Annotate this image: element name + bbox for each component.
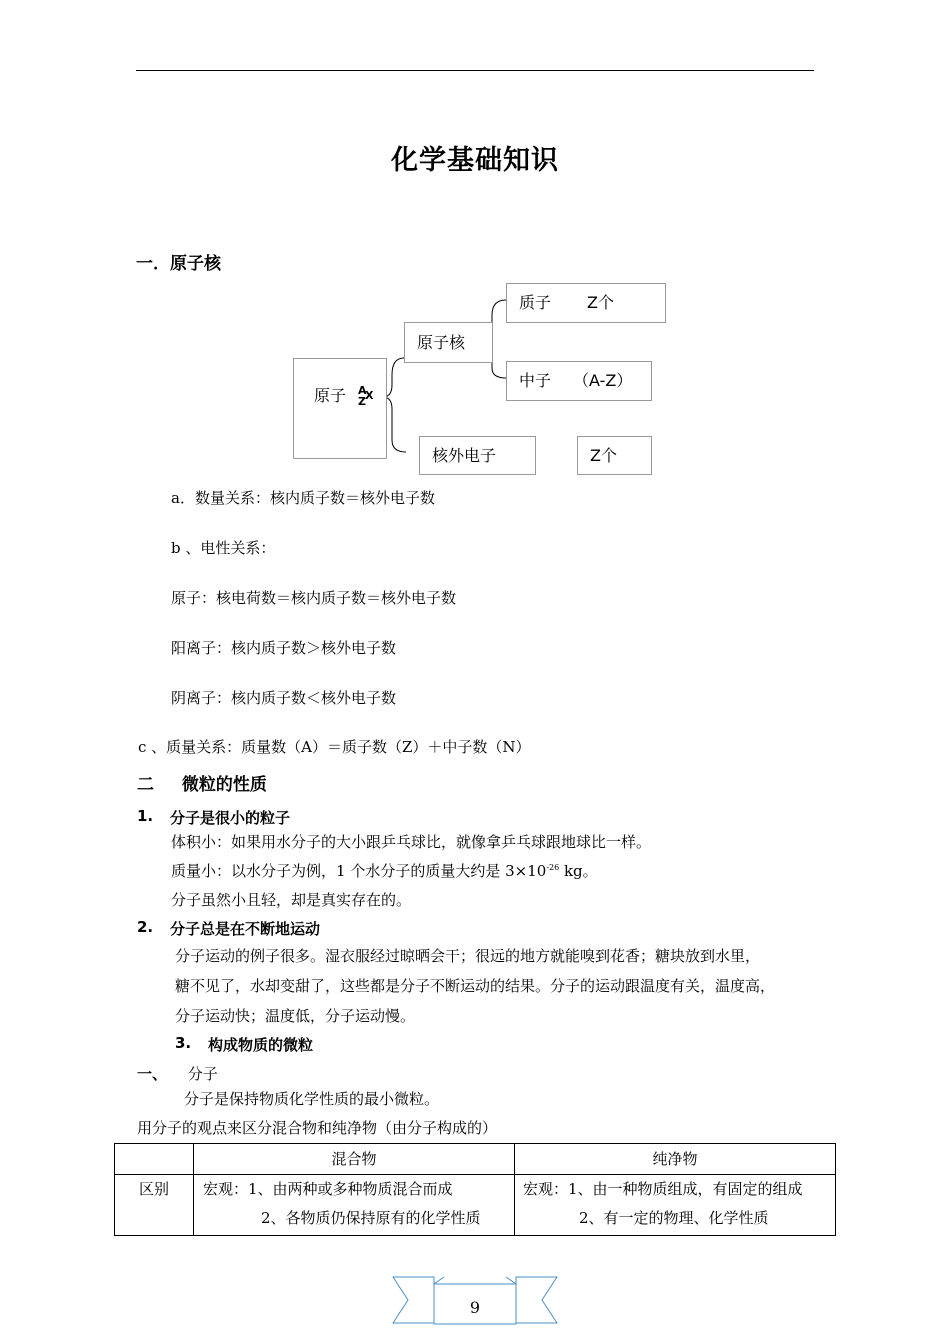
motion-text-3: 分子运动快；温度低，分子运动慢。 <box>175 1007 416 1025</box>
electron-count-box: Z个 <box>577 436 652 475</box>
atom-charge-relation: 原子：核电荷数＝核内质子数＝核外电子数 <box>171 589 457 607</box>
section-heading-particles <box>137 770 267 795</box>
proton-label: 质子 <box>519 293 552 312</box>
motion-text-2: 糖不见了，水却变甜了，这些都是分子不断运动的结果。分子的运动跟温度有关，温度高， <box>175 977 776 995</box>
proton-count: Z个 <box>587 293 614 312</box>
neutron-count: （A-Z） <box>573 371 633 390</box>
table-header-row <box>115 1144 836 1175</box>
exponent: -26 <box>546 863 560 872</box>
point-title: 分子是很小的粒子 <box>170 809 291 827</box>
nucleus-box: 原子核 <box>404 322 493 363</box>
subheading-number: 一、 <box>137 1065 168 1083</box>
quantity-relation: a．数量关系：核内质子数＝核外电子数 <box>171 489 435 507</box>
molecule-subheading <box>137 1063 218 1084</box>
atom-box <box>293 358 387 459</box>
row-label: 区别 <box>138 1180 169 1198</box>
electron-box: 核外电子 <box>419 436 536 475</box>
mixture-line-1: 宏观：1、由两种或多种物质混合而成 <box>203 1180 453 1198</box>
table-row <box>115 1175 836 1236</box>
point-number: 2. <box>137 918 154 936</box>
point-number: 1. <box>137 807 154 825</box>
table-intro: 用分子的观点来区分混合物和纯净物（由分子构成的） <box>137 1119 498 1137</box>
atom-label: 原子 <box>314 386 347 405</box>
point-2-heading <box>137 918 321 938</box>
real-existence-text: 分子虽然小且轻，却是真实存在的。 <box>171 891 412 909</box>
section-heading-nucleus: 一．原子核 <box>136 254 221 274</box>
mass-text-main: 质量小：以水分子为例，1 个水分子的质量大约是 3×10 <box>171 862 547 880</box>
table-header-cell: 混合物 <box>194 1144 515 1175</box>
point-title: 分子总是在不断地运动 <box>170 920 321 938</box>
comparison-table <box>114 1143 836 1236</box>
motion-text-1: 分子运动的例子很多。湿衣服经过晾晒会干；很远的地方就能嗅到花香；糖块放到水里， <box>175 947 761 965</box>
mass-number-symbol: A <box>358 384 367 397</box>
table-header-cell <box>115 1144 194 1175</box>
anion-relation: 阴离子：核内质子数＜核外电子数 <box>171 689 397 707</box>
neutron-label: 中子 <box>519 371 552 390</box>
section-title: 微粒的性质 <box>181 775 267 795</box>
volume-text: 体积小：如果用水分子的大小跟乒乓球比，就像拿乒乓球跟地球比一样。 <box>171 833 652 851</box>
point-3-heading <box>175 1034 314 1054</box>
mass-relation: c 、质量关系：质量数（A）＝质子数（Z）＋中子数（N） <box>138 738 531 756</box>
proton-box <box>506 283 666 323</box>
cation-relation: 阳离子：核内质子数＞核外电子数 <box>171 639 397 657</box>
subheading-title: 分子 <box>187 1065 218 1083</box>
table-cell <box>515 1175 836 1236</box>
page-number: 9 <box>469 1298 481 1317</box>
point-number: 3. <box>175 1034 192 1052</box>
table-cell <box>115 1175 194 1236</box>
point-title: 构成物质的微粒 <box>208 1036 314 1054</box>
mass-text <box>171 860 598 881</box>
molecule-definition: 分子是保持物质化学性质的最小微粒。 <box>184 1090 440 1108</box>
charge-relation-heading: b 、电性关系： <box>171 539 276 557</box>
table-header-cell: 纯净物 <box>515 1144 836 1175</box>
diagram-brackets <box>0 0 950 500</box>
table-cell <box>194 1175 515 1236</box>
point-1-heading <box>137 807 291 827</box>
document-title: 化学基础知识 <box>391 145 559 176</box>
pure-line-1: 宏观：1、由一种物质组成，有固定的组成 <box>523 1180 803 1198</box>
section-number: 二 <box>137 775 154 795</box>
atomic-number-symbol: Z <box>358 395 366 408</box>
neutron-box <box>506 361 652 401</box>
mixture-line-2: 2、各物质仍保持原有的化学性质 <box>261 1209 481 1227</box>
mass-unit: kg。 <box>559 862 598 880</box>
element-symbol: X <box>365 389 374 402</box>
pure-line-2: 2、有一定的物理、化学性质 <box>579 1209 769 1227</box>
